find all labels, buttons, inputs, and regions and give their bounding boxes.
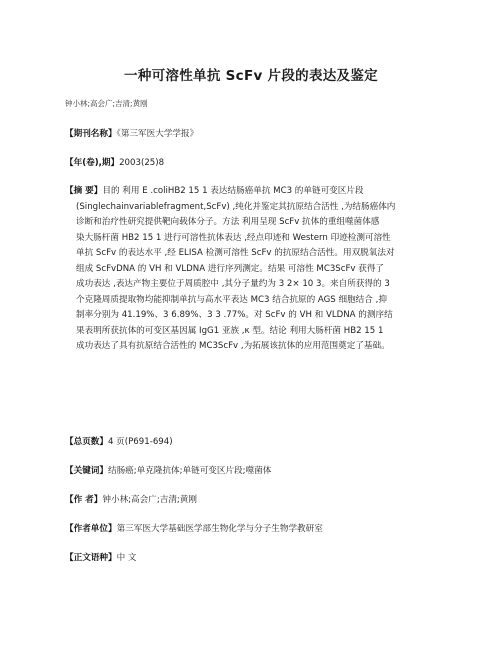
abstract-block [65, 184, 440, 355]
abstract-line: 诊断和治疗性研究提供靶向载体分子。方法 利用呈现 ScFv 抗体的重组噬菌体感 [76, 217, 380, 227]
abstract-text: 目的 利用 E .coliHB2 15 1 表达结肠癌单抗 MC3 的单链可变区片段 [102, 186, 364, 196]
pages-field [65, 435, 173, 447]
abstract-line: 组成 ScFvDNA 的 VH 和 VLDNA 进行序列测定。结果 可溶性 MC3ScFv 获得了 [76, 263, 385, 274]
abstract-label: 【摘 要】 [65, 186, 103, 196]
language-label: 【正文语种】 [65, 553, 117, 563]
abstract-line [65, 184, 440, 200]
abstract-line: 染大肠杆菌 HB2 15 1 进行可溶性抗体表达 ,经点印迹和 Western 印迹检测可溶性 [76, 232, 391, 243]
authors-value: 钟小林;高会广;吉清;黄刚 [102, 495, 197, 505]
language-field [65, 551, 137, 563]
keywords-value: 结肠癌;单克隆抗体;单链可变区片段;噬菌体 [107, 466, 272, 476]
pages-value: 4 页(P691-694) [107, 437, 173, 447]
authors-label: 【作 者】 [65, 495, 103, 505]
author-line: 钟小林;高会广;吉清;黄刚 [65, 99, 148, 108]
affiliation-label: 【作者单位】 [65, 524, 117, 534]
year-issue-value: 2003(25)8 [119, 158, 165, 168]
abstract-line: 个克隆周质提取物均能抑制单抗与高水平表达 MC3 结合抗原的 AGS 细胞结合 ,抑 [76, 294, 387, 305]
abstract-line: (Singlechainvariablefragment,ScFv) ,纯化并鉴定其抗原结合活性 ,为结肠癌体内 [76, 201, 396, 212]
affiliation-field [65, 522, 323, 534]
abstract-line: 果表明所获抗体的可变区基因属 IgG1 亚族 ,κ 型。结论 利用大肠杆菌 HB2 15 1 [76, 325, 384, 336]
keywords-label: 【关键词】 [65, 466, 108, 476]
abstract-line: 制率分别为 41.19%、3 6.89%、3 3 .77%。对 ScFv 的 VH 和 VLDNA 的测序结 [76, 310, 393, 320]
pages-label: 【总页数】 [65, 437, 108, 447]
abstract-line: 单抗 ScFv 的表达水平 ,经 ELISA 检测可溶性 ScFv 的抗原结合活性。用双脱氧法对 [76, 248, 395, 258]
language-value: 中 文 [116, 553, 137, 563]
journal-field [65, 127, 198, 139]
abstract-line: 成功表达 ,表达产物主要位于周质腔中 ,其分子量约为 3 2× 10 3。来自所获得的 3 [76, 279, 390, 289]
journal-value: 《第三军医大学学报》 [116, 129, 199, 139]
year-issue-label: 【年(卷),期】 [65, 158, 120, 168]
affiliation-value: 第三军医大学基础医学部生物化学与分子生物学教研室 [116, 524, 323, 534]
abstract-line: 成功表达了具有抗原结合活性的 MC3ScFv ,为拓展该抗体的应用范围奠定了基础。 [76, 341, 390, 351]
authors-field [65, 493, 197, 505]
year-issue-field [65, 156, 164, 168]
paper-title: 一种可溶性单抗 ScFv 片段的表达及鉴定 [124, 68, 378, 84]
keywords-field [65, 464, 271, 476]
journal-label: 【期刊名称】 [65, 129, 117, 139]
